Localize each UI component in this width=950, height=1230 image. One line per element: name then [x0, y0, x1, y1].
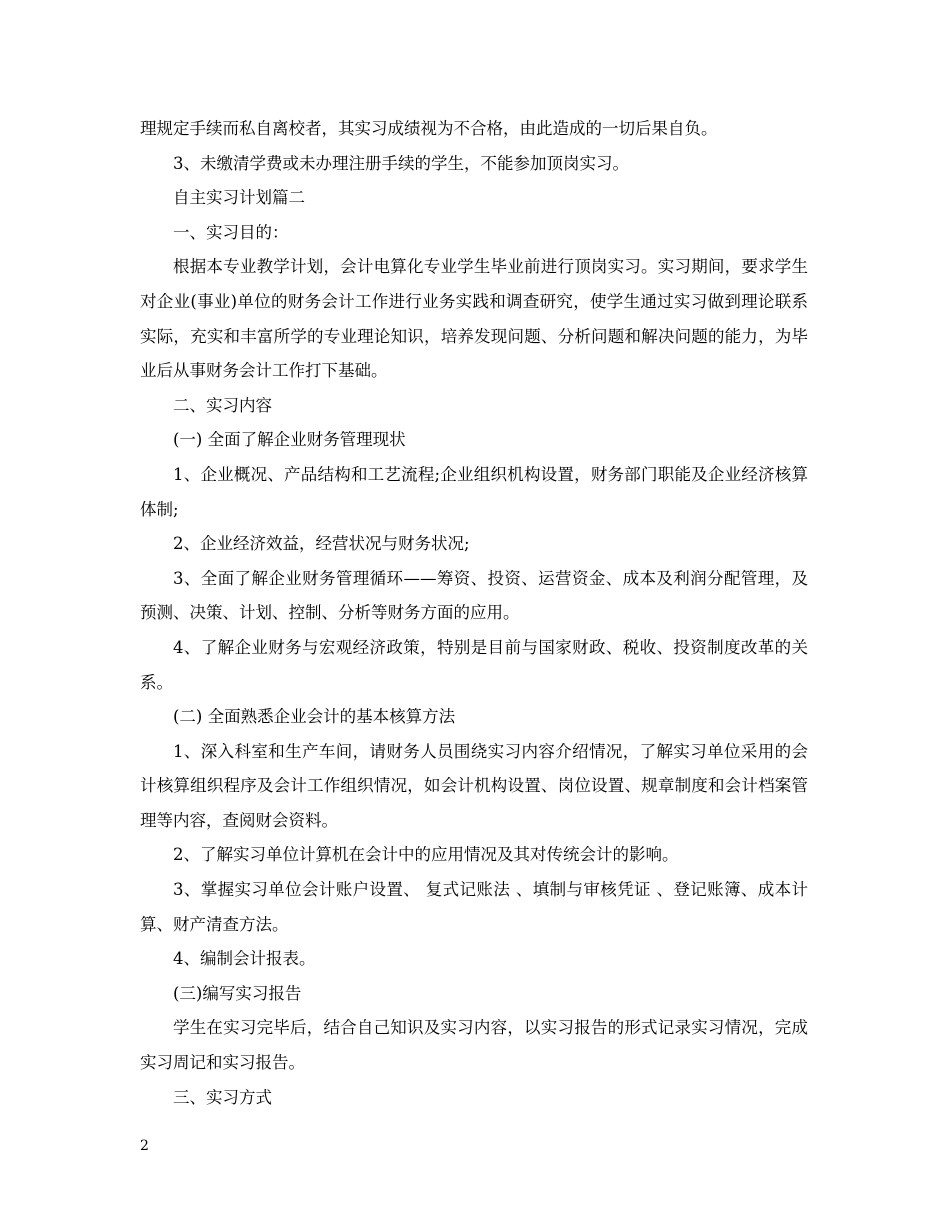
- heading-purpose: 一、实习目的：: [173, 222, 289, 242]
- heading-content: 二、实习内容: [173, 395, 272, 415]
- paragraph-2: 3、未缴清学费或未办理注册手续的学生，不能参加顶岗实习。: [173, 153, 629, 173]
- subheading-2: (二) 全面熟悉企业会计的基本核算方法: [173, 707, 456, 727]
- paragraph-report: 学生在实习完毕后，结合自己知识及实习内容，以实习报告的形式记录实习情况，完成实习周记和实习报告。: [140, 1018, 808, 1073]
- subheading-3: (三)编写实习报告: [173, 983, 302, 1003]
- heading-method: 三、实习方式: [173, 1087, 272, 1107]
- list-item: 3、掌握实习单位会计账户设置、 复式记账法 、填制与审核凭证 、登记账簿、成本计算、财产清查方法。: [140, 880, 808, 934]
- list-item: 2、了解实习单位计算机在会计中的应用情况及其对传统会计的影响。: [173, 845, 679, 865]
- paragraph-purpose: 根据本专业教学计划，会计电算化专业学生毕业前进行顶岗实习。实习期间，要求学生对企业(事业)单位的财务会计工作进行业务实践和调查研究，使学生通过实习做到理论联系实际，充实和丰富所学的专业理论知识，培养发现问题、分析问题和解决问题的能力，为毕业后从事财务会计工作打下基础。: [140, 257, 808, 381]
- page-number: 2: [140, 1138, 149, 1154]
- list-item: 1、企业概况、产品结构和工艺流程;企业组织机构设置，财务部门职能及企业经济核算体制;: [140, 464, 808, 519]
- list-item: 3、全面了解企业财务管理循环——筹资、投资、运营资金、成本及利润分配管理，及预测、决策、计划、控制、分析等财务方面的应用。: [140, 568, 808, 623]
- list-item: 4、编制会计报表。: [173, 949, 316, 969]
- list-item: 1、深入科室和生产车间，请财务人员围绕实习内容介绍情况，了解实习单位采用的会计核算组织程序及会计工作组织情况，如会计机构设置、岗位设置、规章制度和会计档案管理等内容，查阅财会资料。: [140, 741, 808, 830]
- subheading-1: (一) 全面了解企业财务管理现状: [173, 430, 406, 450]
- document-body: [140, 112, 808, 1115]
- list-item: 2、企业经济效益，经营状况与财务状况;: [173, 534, 470, 554]
- section-title: 自主实习计划篇二: [173, 188, 305, 208]
- paragraph-1: 理规定手续而私自离校者，其实习成绩视为不合格，由此造成的一切后果自负。: [140, 119, 718, 138]
- list-item: 4、了解企业财务与宏观经济政策，特别是目前与国家财政、税收、投资制度改革的关系。: [140, 637, 808, 692]
